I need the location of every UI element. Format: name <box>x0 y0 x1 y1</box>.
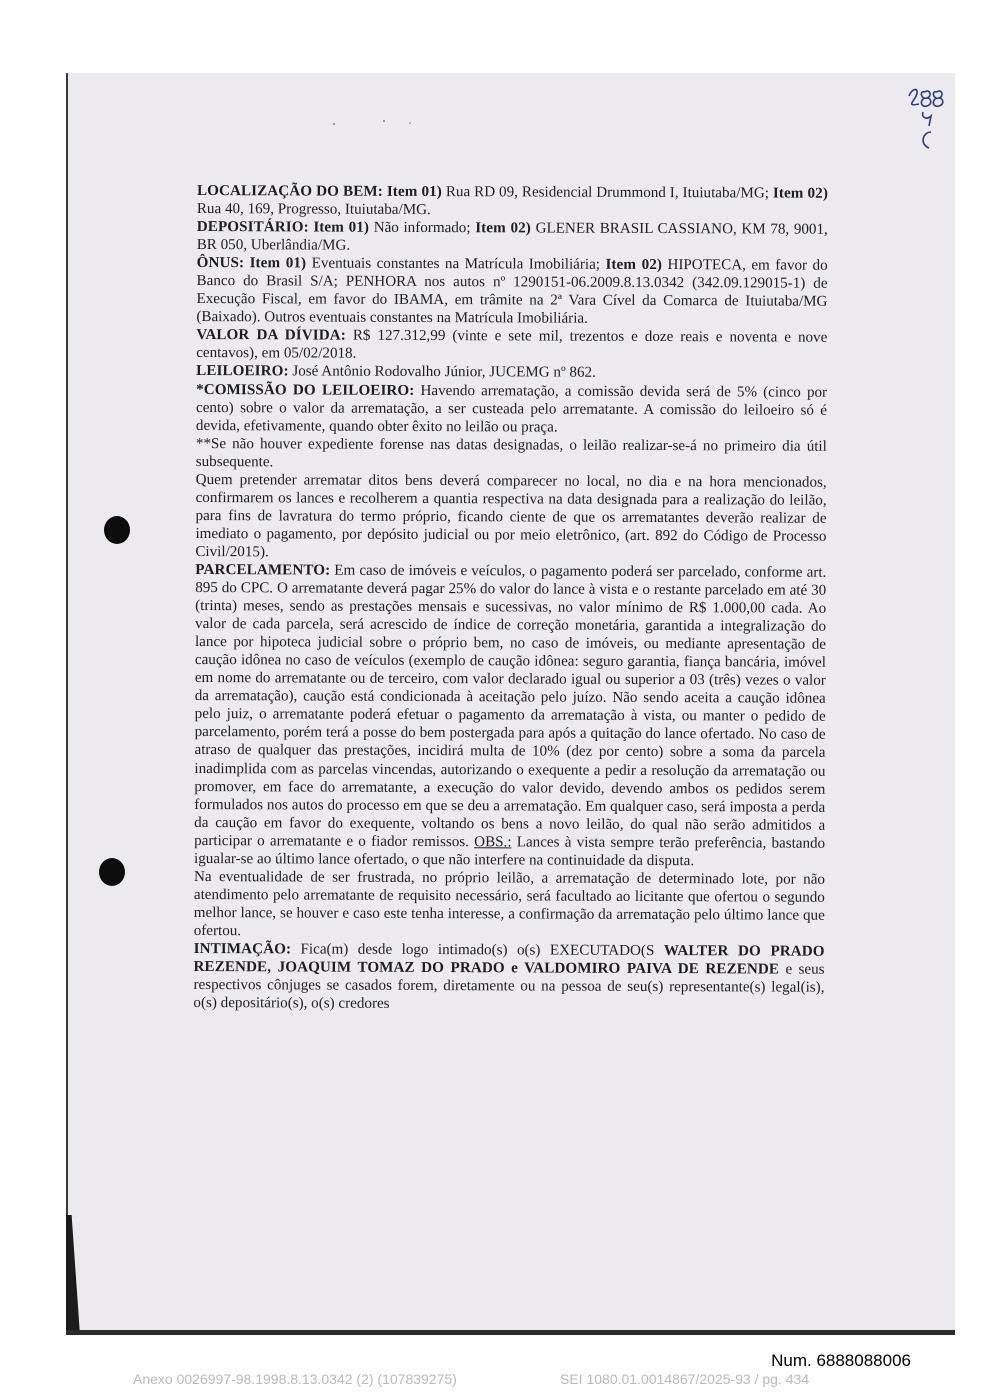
obs-label: OBS.: <box>474 833 512 851</box>
depositario-item2-text: GLENER BRASIL CASSIANO, KM 78, 9001, BR 050, Uberlândia/MG. <box>196 220 828 254</box>
valor-divida-text: R$ 127.312,99 (vinte e sete mil, trezentos e doze reais e noventa e nove centavos), em 05/02/2018. <box>196 328 828 363</box>
valor-divida-paragraph <box>196 326 827 365</box>
annex-reference: Anexo 0026997-98.1998.8.13.0342 (2) (107839275) <box>133 1371 457 1387</box>
depositario-label: DEPOSITÁRIO: <box>196 219 309 236</box>
obs-text: Lances à vista sempre terão preferência, bastando igualar-se ao último lance ofertado, o que não interfere na continuidade da disputa. <box>194 834 826 869</box>
onus-item2-text: HIPOTECA, em favor do Banco do Brasil S/A; PENHORA nos autos nº 1290151-06.2009.8.13.0342 (342.09.129015-1) de Execução Fiscal, em favor do IBAMA, em trâmite na 2ª Vara Cível da Comarca de Ituiutaba/MG (Baixado). Outros eventuais constantes na Matrícula Imobiliária. <box>196 257 828 328</box>
comissao-paragraph <box>196 381 827 438</box>
parcelamento-paragraph <box>194 561 826 871</box>
punch-hole-bottom <box>99 858 125 886</box>
quem-pretender-paragraph: Quem pretender arrematar ditos bens deverá comparecer no local, no dia e na hora mencionados, confirmarem os lances e recolherem a quantia respectiva na data designada para a realização do leilão, para fins de lavratura do termo próprio, ficando ciente de que os arrematantes deverão realizar de imediato o pagamento, por depósito judicial ou por meio eletrônico, (art. 892 do Código de Processo Civil/2015). <box>195 471 827 561</box>
expediente-paragraph: **Se não houver expediente forense nas datas designadas, o leilão realizar-se-á no primeiro dia útil subsequente. <box>195 435 827 471</box>
comissao-label: *COMISSÃO DO LEILOEIRO: <box>196 381 415 399</box>
parcelamento-text: Em caso de imóveis e veículos, o pagamento poderá ser parcelado, conforme art. 895 do CPC. O arrematante deverá pagar 25% do valor do lance à vista e o restante parcelado em até 30 (trinta) meses, sendo as prestações mensais e sucessivas, no valor mínimo de R$ 1.000,00 cada. Ao valor de cada parcela, será acrescido de índice de correção monetária, garantida a integralização do lance por hipoteca judicial sobre o próprio bem, no caso de imóveis, ou mediante apresentação de caução idônea no caso de veículos (exemplo de caução idônea: seguro garantia, fiança bancária, imóvel em nome do arrematante ou de terceiro, com valor declarado igual ou superior a 03 (três) vezes o valor da arrematação), caução está condicionada à aceitação pelo juízo. Não sendo aceita a caução idônea pelo juiz, o arrematante poderá efetuar o pagamento da arrematação à vista, ou manter o pedido de parcelamento, porém terá a posse do bem postergada para após a quitação do lance ofertado. No caso de atraso de qualquer das prestações, incidirá multa de 10% (dez por cento) sobre a soma da parcela inadimplida com as parcelas vincendas, autorizando o exequente a pedir a resolução da arrematação ou promover, em face do arrematante, a execução do valor devido, devendo ambos os pedidos serem formulados nos autos do processo em que se deu a arrematação. Em qualquer caso, será imposta a perda da caução em favor do exequente, voltando os bens a novo leilão, do qual não serão admitidos a participar o arrematante e o fiador remissos. <box>194 562 827 850</box>
handwritten-page-number <box>905 82 945 152</box>
depositario-paragraph <box>197 218 828 257</box>
leiloeiro-paragraph <box>196 362 827 383</box>
scan-bottom-edge <box>66 1330 955 1335</box>
localizacao-item1-text: Rua RD 09, Residencial Drummond I, Ituiutaba/MG; <box>445 184 769 202</box>
leiloeiro-label: LEILOEIRO: <box>196 363 289 380</box>
onus-item1-label: Item 01) <box>249 255 307 272</box>
onus-label: ÔNUS: <box>196 255 245 272</box>
localizacao-item1-label: Item 01) <box>386 183 442 201</box>
onus-paragraph <box>196 254 827 329</box>
leiloeiro-text: José Antônio Rodovalho Júnior, JUCEMG nº 862. <box>292 363 596 382</box>
comissao-text: Havendo arrematação, a comissão devida será de 5% (cinco por cento) sobre o valor da arrematação, a ser custeada pelo arrematante. A comissão do leiloeiro só é devida, efetivamente, quando obter êxito no leilão ou praça. <box>195 382 828 436</box>
intimacao-paragraph <box>193 940 824 1015</box>
sei-reference: SEI 1080.01.0014867/2025-93 / pg. 434 <box>560 1371 810 1387</box>
parcelamento-label: PARCELAMENTO: <box>195 561 331 579</box>
document-body <box>193 182 828 1015</box>
valor-divida-label: VALOR DA DÍVIDA: <box>196 327 346 345</box>
intimacao-label: INTIMAÇÃO: <box>193 940 292 958</box>
intimacao-names: WALTER DO PRADO REZENDE, JOAQUIM TOMAZ DO PRADO e VALDOMIRO PAIVA DE REZENDE <box>193 943 825 978</box>
intimacao-text-after: e seus respectivos cônjuges se casados forem, diretamente ou na pessoa de seu(s) representante(s) legal(is), o(s) depositário(s), o(s) credores <box>193 961 825 1012</box>
localizacao-item2-label: Item 02) <box>772 185 829 202</box>
intimacao-text-before: Fica(m) desde logo intimado(s) o(s) EXECUTADO(S <box>300 941 655 959</box>
localizacao-paragraph <box>197 182 828 221</box>
punch-hole-top <box>104 516 130 544</box>
scan-specks <box>330 118 420 128</box>
depositario-item2-label: Item 02) <box>475 220 531 237</box>
depositario-item1-label: Item 01) <box>313 219 370 236</box>
localizacao-label: LOCALIZAÇÃO DO BEM: <box>196 182 383 200</box>
document-number: Num. 6888088006 <box>771 1351 911 1370</box>
frustrada-paragraph: Na eventualidade de ser frustrada, no próprio leilão, a arrematação de determinado lote, por não atendimento pelo arrematante de requisito necessário, será facultado ao licitante que ofertou o segundo melhor lance, se houver e caso este tenha interesse, a confirmação da arrematação pelo último lance que ofertou. <box>193 868 825 940</box>
onus-item2-label: Item 02) <box>605 256 663 274</box>
depositario-item1-text: Não informado; <box>373 219 471 237</box>
localizacao-item2-text: Rua 40, 169, Progresso, Ituiutaba/MG. <box>196 201 431 219</box>
onus-item1-text: Eventuais constantes na Matrícula Imobiliária; <box>311 255 601 273</box>
